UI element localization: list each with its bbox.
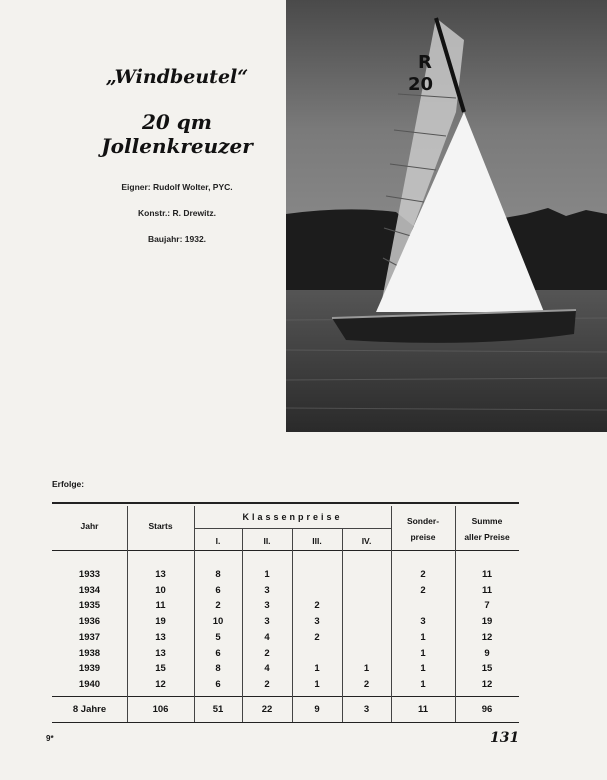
table-row-sum: 11: [481, 569, 493, 580]
table-row-p3: 3: [314, 616, 320, 628]
boat-class: 20 qm Jollenkreuzer: [101, 110, 253, 158]
table-row-p1: 5: [215, 631, 221, 643]
table-row-year: 1938: [78, 647, 101, 659]
table-row-p1: 6: [215, 678, 221, 690]
table-row-p2: 2: [264, 647, 270, 659]
table-row-p2: 1: [264, 569, 270, 580]
total-row-p1: 51: [212, 704, 224, 715]
table-row-p4: 2: [363, 678, 370, 690]
table-row-starts: 10: [155, 584, 166, 596]
table-row-special: 1: [420, 631, 426, 643]
header-class-prizes: Klassenpreise: [242, 512, 343, 522]
table-row-p3: 1: [314, 678, 320, 690]
table-row-p3: 2: [314, 600, 320, 612]
table-row-p2: 3: [264, 600, 270, 612]
boat-name: „Windbeutel“: [105, 66, 249, 88]
table-row-p1: 2: [215, 600, 221, 612]
table-row-year: 1934: [78, 584, 101, 596]
sail-letter: R: [418, 52, 432, 73]
header-place-1: I.: [215, 536, 221, 546]
total-row-p2: 22: [261, 704, 273, 715]
total-row-starts: 106: [152, 704, 169, 715]
table-row-year: 1935: [78, 600, 101, 612]
table-row-starts: 12: [155, 678, 166, 690]
table-row-special: 2: [420, 584, 426, 596]
table-row-sum: 9: [484, 647, 490, 659]
table-row-sum: 12: [481, 678, 493, 690]
designer-line: Konstr.: R. Drewitz.: [138, 208, 216, 218]
table-row-p2: 2: [264, 678, 270, 690]
table-row-year: 1937: [78, 631, 101, 643]
sailboat-photo: [286, 0, 607, 432]
total-row-sum: 96: [481, 704, 493, 715]
table-row-sum: 11: [481, 584, 493, 596]
header-special-2: preise: [410, 532, 436, 542]
header-place-2: II.: [263, 536, 271, 546]
table-row-year: 1933: [78, 569, 101, 580]
table-row-p2: 4: [264, 631, 270, 643]
total-row-year: 8 Jahre: [72, 704, 107, 715]
header-place-4: IV.: [361, 536, 372, 546]
owner-line: Eigner: Rudolf Wolter, PYC.: [121, 182, 233, 192]
table-row-year: 1939: [78, 663, 101, 675]
table-row-p2: 3: [264, 616, 270, 628]
table-row-starts: 19: [155, 616, 166, 628]
table-row-special: 3: [420, 616, 426, 628]
table-row-year: 1940: [78, 678, 101, 690]
table-row-special: 1: [420, 647, 426, 659]
table-row-p4: 1: [363, 663, 370, 675]
page-number: 131: [490, 730, 520, 746]
table-row-special: 1: [420, 663, 426, 675]
table-row-starts: 13: [155, 569, 166, 580]
header-sum-2: aller Preise: [464, 532, 510, 542]
build-year-line: Baujahr: 1932.: [147, 234, 207, 244]
total-row-p3: 9: [314, 704, 320, 715]
total-row-special: 11: [417, 704, 429, 715]
signature-mark: 9*: [46, 734, 54, 743]
header-sum-1: Summe: [471, 516, 503, 526]
table-row-starts: 13: [155, 631, 166, 643]
sail-number: 20: [408, 74, 434, 95]
table-row-sum: 12: [481, 631, 493, 643]
header-place-3: III.: [312, 536, 322, 546]
table-row-p3: 1: [314, 663, 320, 675]
table-row-p1: 8: [215, 663, 221, 675]
table-row-starts: 15: [155, 663, 166, 675]
table-row-p2: 4: [264, 663, 270, 675]
table-row-p1: 8: [215, 569, 221, 580]
table-row-sum: 19: [481, 616, 493, 628]
table-row-starts: 13: [155, 647, 166, 659]
header-special-1: Sonder-: [406, 516, 440, 526]
total-row-p4: 3: [363, 704, 370, 715]
table-row-year: 1936: [78, 616, 101, 628]
results-label: Erfolge:: [52, 479, 85, 489]
table-row-p1: 10: [212, 616, 224, 628]
header-year: Jahr: [80, 521, 99, 531]
sailboat-illustration: [286, 0, 607, 432]
header-starts: Starts: [148, 521, 173, 531]
table-row-sum: 15: [481, 663, 493, 675]
table-row-sum: 7: [484, 600, 490, 612]
table-row-p1: 6: [215, 584, 221, 596]
table-row-p1: 6: [215, 647, 221, 659]
table-row-special: 2: [420, 569, 426, 580]
table-row-starts: 11: [155, 600, 166, 612]
table-row-special: 1: [420, 678, 426, 690]
table-row-p2: 3: [264, 584, 270, 596]
table-row-p3: 2: [314, 631, 320, 643]
results-table: [52, 502, 519, 724]
